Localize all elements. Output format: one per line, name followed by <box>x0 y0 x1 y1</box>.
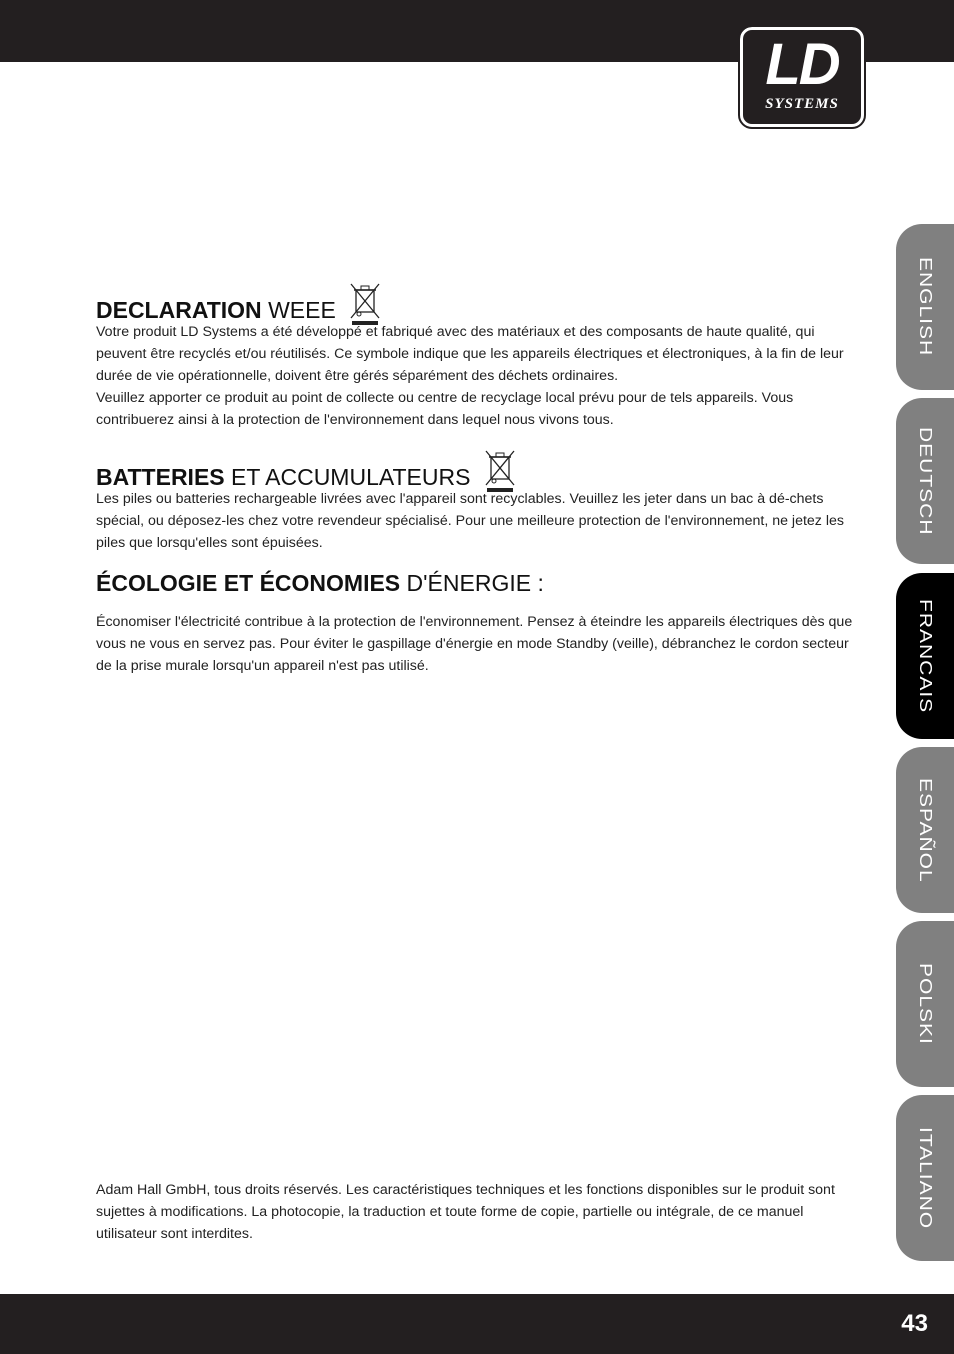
tab-label: FRANCAIS <box>915 598 936 714</box>
tab-polski[interactable] <box>896 921 954 1087</box>
tab-label: ESPAÑOL <box>915 777 936 883</box>
tab-label: POLSKI <box>915 963 936 1045</box>
tab-italiano[interactable] <box>896 1095 954 1261</box>
batteries-paragraph-1: Les piles ou batteries rechargeable livrées avec l'appareil sont recyclables. Veuillez les jeter dans un bac à dé-chets spécial, ou déposez-les chez votre revendeur spécialisé. Pour une meilleure protection de l'environnement, ne jetez les piles que lorsqu'elles sont épuisées. <box>96 491 844 551</box>
tab-english[interactable] <box>896 224 954 390</box>
copyright-text <box>96 1179 860 1245</box>
page-number: 43 <box>901 1310 928 1337</box>
ecology-paragraph-1: Économiser l'électricité contribue à la protection de l'environnement. Pensez à éteindre les appareils électriques dès que vous ne vous en servez pas. Pour éviter le gaspillage d'énergie en mode Standby (veille), débranchez le cordon secteur de la prise murale lorsqu'un appareil n'est pas utilisé. <box>96 614 853 674</box>
copyright-paragraph: Adam Hall GmbH, tous droits réservés. Les caractéristiques techniques et les fonctions disponibles sur le produit sont sujettes à modifications. La photocopie, la traduction et toute forme de copie, partielle ou intégrale, de ce manuel utilisateur sont interdites. <box>96 1182 835 1242</box>
tab-francais[interactable] <box>896 573 954 739</box>
logo-main-text: LD <box>765 32 839 97</box>
batteries-heading-bold: BATTERIES <box>96 464 225 490</box>
ecology-heading-rest: D'ÉNERGIE : <box>406 570 544 596</box>
ecology-text <box>96 611 860 677</box>
footer-bar <box>0 1294 954 1354</box>
batteries-text <box>96 488 860 554</box>
tab-label: ENGLISH <box>915 257 936 357</box>
tab-espanol[interactable] <box>896 747 954 913</box>
weee-heading-bold: DECLARATION <box>96 297 262 323</box>
ecology-heading-bold: ÉCOLOGIE ET ÉCONOMIES <box>96 570 401 596</box>
weee-heading-rest: WEEE <box>268 297 336 323</box>
weee-paragraph-2: Veuillez apporter ce produit au point de collecte ou centre de recyclage local prévu pour de tels appareils. Vous contribuerez ainsi à la protection de l'environnement dans lequel nous vivons tous. <box>96 390 794 428</box>
weee-text <box>96 321 860 431</box>
ld-systems-logo <box>740 27 864 127</box>
logo-sub-text: SYSTEMS <box>765 96 839 112</box>
ecology-heading <box>96 570 544 597</box>
tab-label: ITALIANO <box>915 1126 936 1230</box>
tab-label: DEUTSCH <box>915 426 936 536</box>
weee-paragraph-1: Votre produit LD Systems a été développé et fabriqué avec des matériaux et des composants de haute qualité, qui peuvent être recyclés et/ou réutilisés. Ce symbole indique que les appareils électriques et électroniques, à la fin de leur durée de vie opérationnelle, doivent être gérés séparément des déchets ordinaires. <box>96 324 844 384</box>
tab-deutsch[interactable] <box>896 398 954 564</box>
batteries-heading-rest: ET ACCUMULATEURS <box>231 464 471 490</box>
